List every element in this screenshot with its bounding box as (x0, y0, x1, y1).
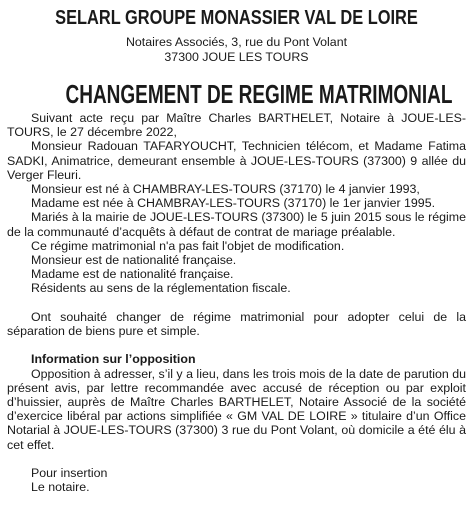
paragraph-residence: Résidents au sens de la réglementation fiscale. (31, 281, 291, 296)
opposition-heading: Information sur l’opposition (31, 352, 196, 367)
firm-address (7, 35, 466, 64)
paragraph-wife-birth: Madame est née à CHAMBRAY-LES-TOURS (37170) le 1er janvier 1995. (31, 196, 436, 211)
paragraph-new-regime: Ont souhaité changer de régime matrimonial pour adopter celui de la séparation de biens pure et simple. (7, 309, 466, 339)
paragraph-wife-nationality: Madame est de nationalité française. (31, 267, 234, 282)
spacer (7, 296, 466, 310)
notice-title: CHANGEMENT DE REGIME MATRIMONIAL (65, 81, 453, 109)
spacer (7, 338, 466, 352)
closing-insertion: Pour insertion (31, 466, 108, 481)
firm-name: SELARL GROUPE MONASSIER VAL DE LOIRE (55, 6, 418, 29)
paragraph-opposition: Opposition à adresser, s’il y a lieu, dans les trois mois de la date de parution du présent avis, par lettre recommandée avec accusé de réception ou par exploit d’huissier, auprès de Maître Charles BARTHELET, Notaire Associé de la société d’exercice libéral par actions simplifiée « GM VAL DE LOIRE » titulaire d’un Office Notarial à JOUE-LES-TOURS (37300) 3 rue du Pont Volant, où domicile a été élu à cet effet. (7, 366, 466, 452)
paragraph-no-modification: Ce régime matrimonial n'a pas fait l'objet de modification. (31, 238, 345, 253)
paragraph-husband-nationality: Monsieur est de nationalité française. (31, 253, 237, 268)
paragraph-deed: Suivant acte reçu par Maître Charles BARTHELET, Notaire à JOUE-LES-TOURS, le 27 décembre 2022, (7, 111, 466, 140)
notice-body (7, 111, 466, 494)
address-line-2: 37300 JOUE LES TOURS (164, 49, 309, 64)
paragraph-marriage: Mariés à la mairie de JOUE-LES-TOURS (37300) le 5 juin 2015 sous le régime de la communauté d’acquêts à défaut de contrat de mariage préalable. (7, 210, 466, 239)
paragraph-spouses: Monsieur Radouan TAFARYOUCHT, Technicien télécom, et Madame Fatima SADKI, Animatrice, demeurant ensemble à JOUE-LES-TOURS (37300) 9 allée du Verger Fleuri. (7, 139, 466, 182)
address-line-1: Notaires Associés, 3, rue du Pont Volant (125, 35, 348, 49)
paragraph-husband-birth: Monsieur est né à CHAMBRAY-LES-TOURS (37170) le 4 janvier 1993, (31, 182, 420, 197)
closing-notary: Le notaire. (31, 480, 90, 495)
spacer (7, 452, 466, 466)
